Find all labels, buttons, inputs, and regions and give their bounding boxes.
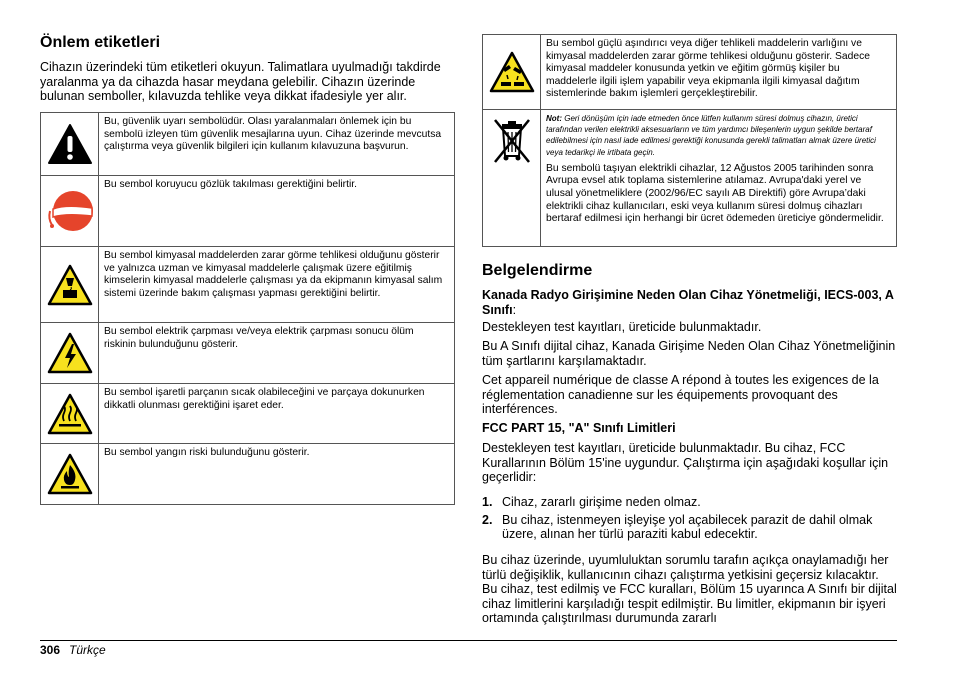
list-item: 1. Cihaz, zararlı girişime neden olmaz. <box>482 495 701 509</box>
crossed-bin-icon <box>490 116 534 166</box>
symbol-description: Bu sembol elektrik çarpması ve/veya elektrik çarpması sonucu ölüm riskinin bulunduğunu gösterir. <box>99 323 455 384</box>
hot-surface-icon <box>47 393 93 435</box>
table-row <box>483 35 897 110</box>
paragraph: Destekleyen test kayıtları, üreticide bulunmaktadır. Bu cihaz, FCC Kurallarının Bölüm 15'ine uygundur. Çalıştırma için aşağıdaki koşullar için geçerlidir: <box>482 441 889 485</box>
symbol-description: Bu, güvenlik uyarı sembolüdür. Olası yaralanmaları önlemek için bu sembolü izleyen tüm güvenlik mesajlarına uyun. Cihaz üzerinde mevcutsa çalıştırma veya güvenlik bilgileri için kullanım kılavuzuna başvurun. <box>99 113 455 176</box>
safety-goggles-icon <box>46 187 94 235</box>
fcc-heading: FCC PART 15, "A" Sınıfı Limitleri <box>482 421 676 435</box>
paragraph: Bu cihaz üzerinde, uyumluluktan sorumlu tarafın açıkça onaylamadığı her türlü değişiklik, kullanıcının cihazı çalıştırma yetkisini geçersiz kılacaktır. Bu cihaz, test edilmiş ve FCC kuralları, Bölüm 15 uyarınca A Sınıfı bir dijital cihaz limitlerini karşıladığı tespit edilmiştir. Bu limitler, ekipmanın bir işyeri ortamında çalıştırılması durumunda zararlı <box>482 553 897 626</box>
paragraph: Bu A Sınıfı dijital cihaz, Kanada Girişime Neden Olan Cihaz Yönetmeliğinin tüm şartlarını karşılamaktadır. <box>482 339 896 368</box>
symbol-description: Bu sembol güçlü aşındırıcı veya diğer tehlikeli maddelerin varlığını ve kimyasal maddelerden zarar görme tehlikesi olduğunu gösterir. Sadece kimyasal maddeler konusunda yetkin ve eğitim görmüş kişiler bu maddelerle ilgili işlem yapabilir veya ekipmanla ilgili kimyasal dağıtım sistemlerinde bakım işlemleri gerçekleştirebilir. <box>541 35 897 110</box>
symbol-description: Bu sembol işaretli parçanın sıcak olabileceğini ve parçaya dokunurken dikkatli olunması gerektiğini işaret eder. <box>99 384 455 444</box>
section-heading-precautionary-labels: Önlem etiketleri <box>40 34 161 51</box>
recycling-note: Not: Geri dönüşüm için iade etmeden önce lütfen kullanım süresi dolmuş cihazın, üretici tarafından verilen elektrikli aksesuarların ve tüm yardımcı bileşenlerin uygun şekilde bertaraf edilebilmesi için nasıl iade edilmesi gerektiği konusunda gerekli talimatları almak üzere üretici veya tedarikçi ile irtibata geçin. <box>546 114 876 157</box>
corrosive-icon <box>489 51 535 93</box>
table-row <box>41 384 455 444</box>
fcc-conditions-list <box>482 495 897 542</box>
symbol-description: Bu sembol yangın riski bulunduğunu gösterir. <box>99 444 455 505</box>
fire-hazard-icon <box>47 453 93 495</box>
symbols-table-continued <box>482 34 897 247</box>
table-row <box>41 444 455 505</box>
chemical-hazard-icon <box>47 264 93 306</box>
symbol-description: Bu sembol koruyucu gözlük takılması gerektiğini belirtir. <box>99 176 455 247</box>
symbols-table <box>40 112 455 505</box>
canada-regulation-heading: Kanada Radyo Girişimine Neden Olan Cihaz Yönetmeliği, IECS-003, A Sınıfı: <box>482 288 894 317</box>
footer-language: Türkçe <box>69 643 106 657</box>
footer-divider <box>40 640 897 641</box>
symbol-description: Bu sembol kimyasal maddelerden zarar görme tehlikesi olduğunu gösterir ve yalnızca uzman ve kimyasal maddelerle çalışmak üzere eğitilmiş kimselerin kimyasal maddelerle çalışması ya da ekipmanın kimyasal salım sistemi üzerinde bakım çalışması yapması gerektiğini belirtir. <box>99 247 455 323</box>
symbol-description: Bu sembolü taşıyan elektrikli cihazlar, 12 Ağustos 2005 tarihinden sonra Avrupa evsel atık toplama sistemlerine atılamaz. Avrupa'daki yerel ve ulusal yönetmeliklere (2002/96/EC sayılı AB Direktifi) göre Avrupa’daki elektrikli cihaz kullanıcıları, eski veya kullanım süresi dolmuş cihazları bertaraf edilmesi için herhangi bir ücret ödemeden üreticiye göndermelidir. <box>546 162 884 225</box>
list-item: 2. Bu cihaz, istenmeyen işleyişe yol açabilecek parazit de dahil olmak üzere, alınan her türlü paraziti kabul edecektir. <box>482 512 873 542</box>
section-heading-certification: Belgelendirme <box>482 262 593 279</box>
table-row <box>41 247 455 323</box>
table-row <box>41 176 455 247</box>
page-footer <box>40 643 106 657</box>
electric-shock-icon <box>47 332 93 374</box>
paragraph: Destekleyen test kayıtları, üreticide bulunmaktadır. <box>482 320 762 334</box>
paragraph-french: Cet appareil numérique de classe A répond à toutes les exigences de la réglementation canadienne sur les équipements provoquant des interférences. <box>482 373 879 417</box>
table-row <box>41 323 455 384</box>
page-number: 306 <box>40 643 61 657</box>
labels-intro-paragraph: Cihazın üzerindeki tüm etiketleri okuyun. Talimatlara uyulmadığı takdirde yaralanma ya da cihazda hasar meydana gelebilir. Cihazın üzerinde bulunan semboller, kılavuzda tehlike veya dikkat ifadesiyle yer alır. <box>40 60 441 104</box>
table-row <box>483 110 897 247</box>
table-row <box>41 113 455 176</box>
note-label: Not: <box>546 114 562 123</box>
general-warning-icon <box>47 123 93 165</box>
